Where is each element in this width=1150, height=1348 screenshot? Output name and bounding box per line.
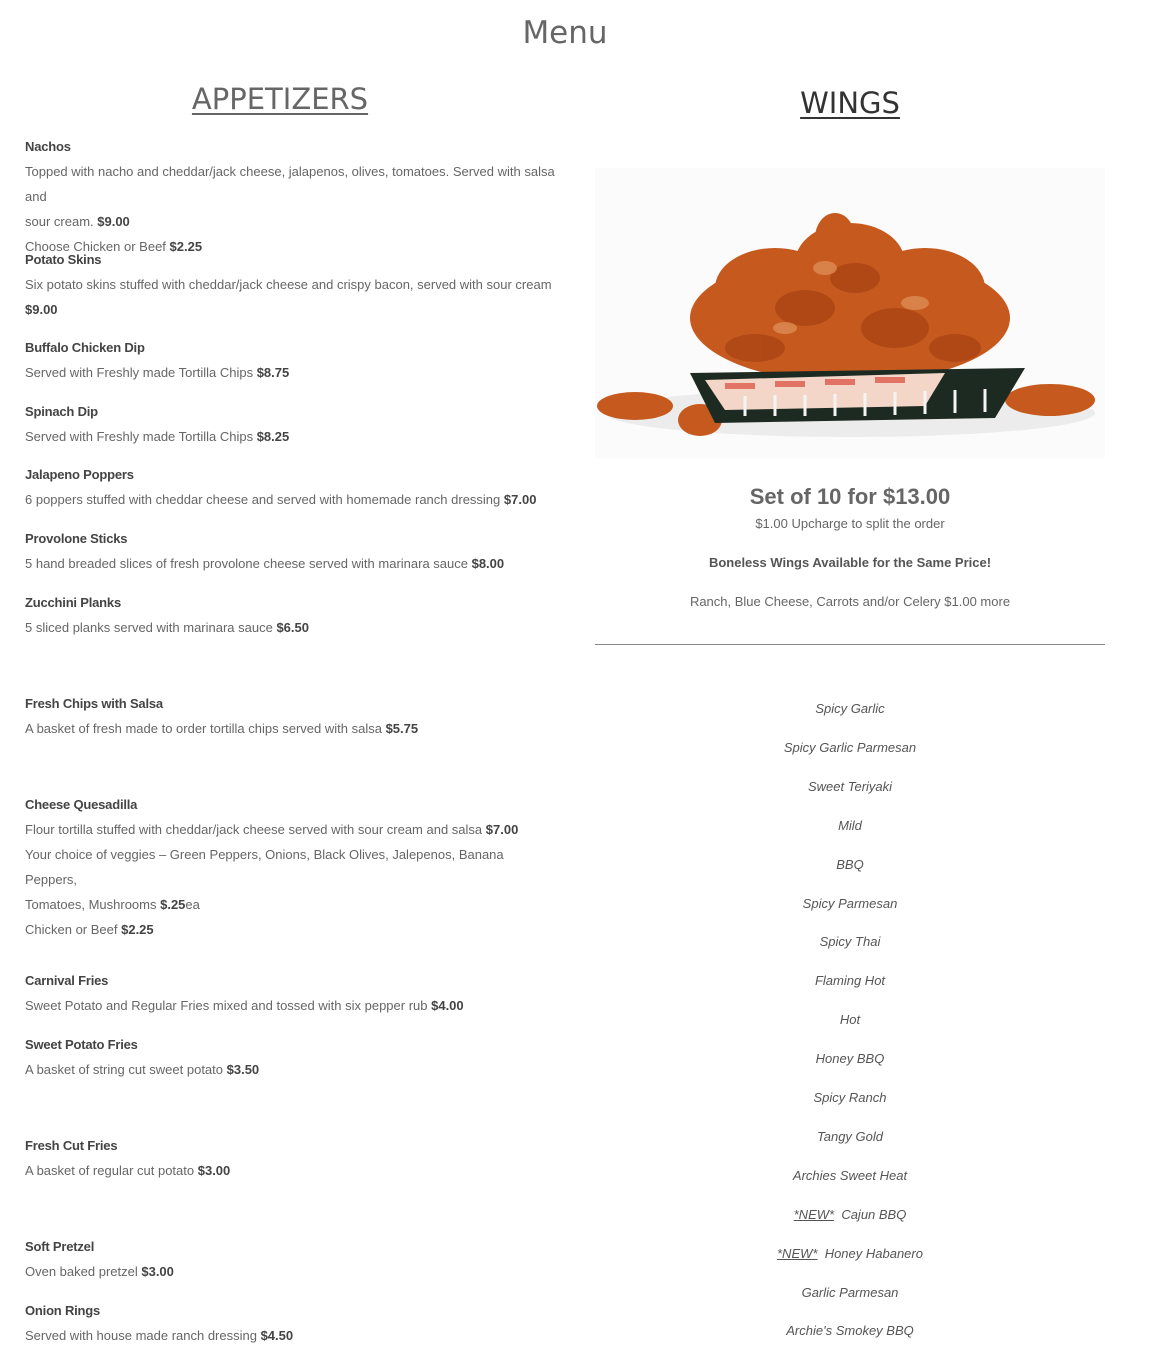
menu-item-name: Potato Skins: [25, 252, 102, 267]
description-text: Sweet Potato and Regular Fries mixed and tossed with six pepper rub: [25, 998, 432, 1013]
menu-item-description: [25, 551, 555, 576]
description-text: Oven baked pretzel: [25, 1264, 142, 1279]
wing-flavor-name: Spicy Garlic Parmesan: [783, 739, 917, 755]
wing-flavor: [595, 1323, 1105, 1338]
menu-item-name: Jalapeno Poppers: [25, 467, 134, 482]
description-text: Served with house made ranch dressing: [25, 1328, 261, 1343]
menu-item-name: Spinach Dip: [25, 404, 98, 419]
description-text: Your choice of veggies – Green Peppers, Onions, Black Olives, Jalepenos, Banana Peppers,: [25, 847, 504, 887]
menu-item-description: [25, 297, 555, 322]
menu-item-description: [25, 993, 555, 1018]
menu-item-price: $2.25: [121, 922, 154, 937]
menu-item-description: [25, 424, 555, 449]
wing-flavor: [595, 857, 1105, 872]
wings-divider: [595, 644, 1105, 645]
new-flavor-badge: *NEW*: [777, 1245, 818, 1261]
wing-flavor: [595, 1129, 1105, 1144]
wing-flavor: [595, 1051, 1105, 1066]
wing-flavor: [595, 1012, 1105, 1027]
new-flavor-badge: *NEW*: [793, 1206, 835, 1222]
description-text: Six potato skins stuffed with cheddar/jack cheese and crispy bacon, served with sour cream: [25, 277, 552, 292]
menu-item-description: [25, 360, 555, 385]
wings-extras-note: Ranch, Blue Cheese, Carrots and/or Celery $1.00 more: [689, 594, 1011, 609]
description-text: Topped with nacho and cheddar/jack cheese, jalapenos, olives, tomatoes. Served with salsa and: [25, 164, 555, 204]
menu-item-description: [25, 1158, 555, 1183]
menu-item: [25, 590, 555, 640]
menu-item-price: $2.25: [169, 239, 203, 254]
menu-item-name: Buffalo Chicken Dip: [25, 340, 145, 355]
description-text: Chicken or Beef: [25, 922, 122, 937]
description-text: A basket of regular cut potato: [25, 1163, 198, 1178]
wings-heading: WINGS: [800, 86, 900, 120]
menu-item-price: $9.00: [25, 302, 58, 317]
menu-item: [25, 335, 555, 385]
menu-item-name: Cheese Quesadilla: [25, 797, 138, 812]
menu-item-price: $3.50: [226, 1062, 260, 1077]
description-text: A basket of fresh made to order tortilla chips served with salsa: [25, 721, 386, 736]
wing-flavor: [595, 740, 1105, 755]
menu-item-description: [25, 272, 555, 297]
menu-item: [25, 247, 555, 322]
menu-item-price: $8.75: [256, 365, 290, 380]
menu-item-description: [25, 1057, 555, 1082]
menu-item-name: Fresh Chips with Salsa: [25, 696, 163, 711]
description-text: sour cream.: [25, 214, 98, 229]
menu-item: [25, 462, 555, 512]
menu-item: [25, 1298, 555, 1348]
menu-item-description: [25, 209, 555, 234]
menu-item-name: Sweet Potato Fries: [25, 1037, 138, 1052]
menu-item-price: $.25: [160, 897, 186, 912]
menu-item: [25, 399, 555, 449]
wing-flavor: [595, 896, 1105, 911]
wing-flavor-name: Spicy Parmesan: [802, 895, 898, 911]
menu-item-price: $5.75: [385, 721, 419, 736]
menu-item-name: Carnival Fries: [25, 973, 109, 988]
menu-item-name: Nachos: [25, 139, 71, 154]
page-title: Menu: [522, 14, 608, 51]
wing-flavor: [595, 1168, 1105, 1183]
menu-item-price: $8.25: [256, 429, 290, 444]
wing-flavor-name: Flaming Hot: [814, 973, 886, 989]
menu-item-description: [25, 615, 555, 640]
wing-flavor: [595, 701, 1105, 716]
wings-column: [595, 86, 1105, 1339]
wings-set-price: Set of 10 for $13.00: [749, 484, 951, 509]
wing-flavor-name: Honey BBQ: [815, 1051, 885, 1067]
menu-item-description: [25, 917, 555, 942]
description-text: 6 poppers stuffed with cheddar cheese and served with homemade ranch dressing: [25, 492, 504, 507]
description-text: Served with Freshly made Tortilla Chips: [25, 365, 257, 380]
menu-item-price: $7.00: [503, 492, 537, 507]
menu-item: [25, 968, 555, 1018]
wing-flavor-name: Archie's Smokey BBQ: [786, 1323, 914, 1339]
wing-flavor-name: Spicy Ranch: [813, 1090, 887, 1105]
menu-item-name: Fresh Cut Fries: [25, 1138, 118, 1153]
menu-item-price: $4.00: [431, 998, 464, 1013]
wing-flavor: [595, 973, 1105, 988]
menu-item-name: Provolone Sticks: [25, 531, 128, 546]
wing-flavor-name: Cajun BBQ: [841, 1206, 907, 1222]
wing-flavor: [595, 1285, 1105, 1300]
menu-item: [25, 691, 555, 741]
wing-flavor-name: Honey Habanero: [824, 1245, 923, 1261]
wings-basket-image: [595, 168, 1105, 458]
menu-item-description: [25, 159, 555, 209]
menu-item: [25, 1234, 555, 1284]
wing-flavor-name: Archies Sweet Heat: [792, 1167, 908, 1183]
wing-flavor: [595, 1090, 1105, 1105]
menu-item-name: Soft Pretzel: [25, 1239, 95, 1254]
wing-flavor: [595, 934, 1105, 949]
menu-item-price: $4.50: [260, 1328, 294, 1343]
wing-flavor-name: BBQ: [836, 856, 864, 872]
description-text: A basket of string cut sweet potato: [25, 1062, 227, 1077]
description-text: Flour tortilla stuffed with cheddar/jack cheese served with sour cream and salsa: [25, 822, 486, 837]
boneless-wings-note: Boneless Wings Available for the Same Price!: [708, 555, 992, 570]
description-text: 5 sliced planks served with marinara sauce: [25, 620, 277, 635]
wing-flavor-name: Mild: [838, 817, 862, 833]
menu-item-description: [25, 487, 555, 512]
description-text: Choose Chicken or Beef: [25, 239, 170, 254]
menu-item-price: $8.00: [471, 556, 505, 571]
menu-item-description: [25, 716, 555, 741]
menu-item-name: Onion Rings: [25, 1303, 101, 1318]
wing-flavor: [595, 1207, 1105, 1222]
menu-item-price: $3.00: [141, 1264, 174, 1279]
menu-item: [25, 1032, 555, 1082]
description-text: Served with Freshly made Tortilla Chips: [25, 429, 257, 444]
menu-item-description: [25, 1323, 555, 1348]
menu-item-price: $6.50: [276, 620, 309, 635]
wing-flavor-name: Hot: [839, 1012, 861, 1028]
menu-item-description: [25, 842, 555, 892]
description-text: Tomatoes, Mushrooms: [25, 897, 161, 912]
appetizers-heading: APPETIZERS: [191, 82, 369, 116]
wing-flavor-name: Sweet Teriyaki: [807, 778, 893, 794]
menu-item: [25, 134, 555, 259]
menu-item: [25, 1133, 555, 1183]
wing-flavor-name: Spicy Garlic: [815, 701, 885, 716]
menu-item-price: $9.00: [97, 214, 130, 229]
wing-flavor: [595, 779, 1105, 794]
menu-item-description: [25, 1259, 555, 1284]
price-suffix: ea: [185, 897, 200, 912]
appetizers-column: [25, 82, 555, 1343]
description-text: 5 hand breaded slices of fresh provolone cheese served with marinara sauce: [25, 556, 472, 571]
menu-item-price: $7.00: [485, 822, 519, 837]
wing-flavor: [595, 1246, 1105, 1261]
menu-item-description: [25, 817, 555, 842]
wing-flavor-name: Tangy Gold: [816, 1128, 883, 1144]
wing-flavor-name: Spicy Thai: [819, 934, 881, 950]
menu-item-name: Zucchini Planks: [25, 595, 121, 610]
wing-flavor-name: Garlic Parmesan: [801, 1284, 899, 1300]
menu-item: [25, 526, 555, 576]
menu-item-price: $3.00: [197, 1163, 231, 1178]
menu-item-description: [25, 892, 555, 917]
menu-item: [25, 792, 555, 942]
wings-upcharge-note: $1.00 Upcharge to split the order: [755, 516, 945, 531]
wing-flavor: [595, 818, 1105, 833]
